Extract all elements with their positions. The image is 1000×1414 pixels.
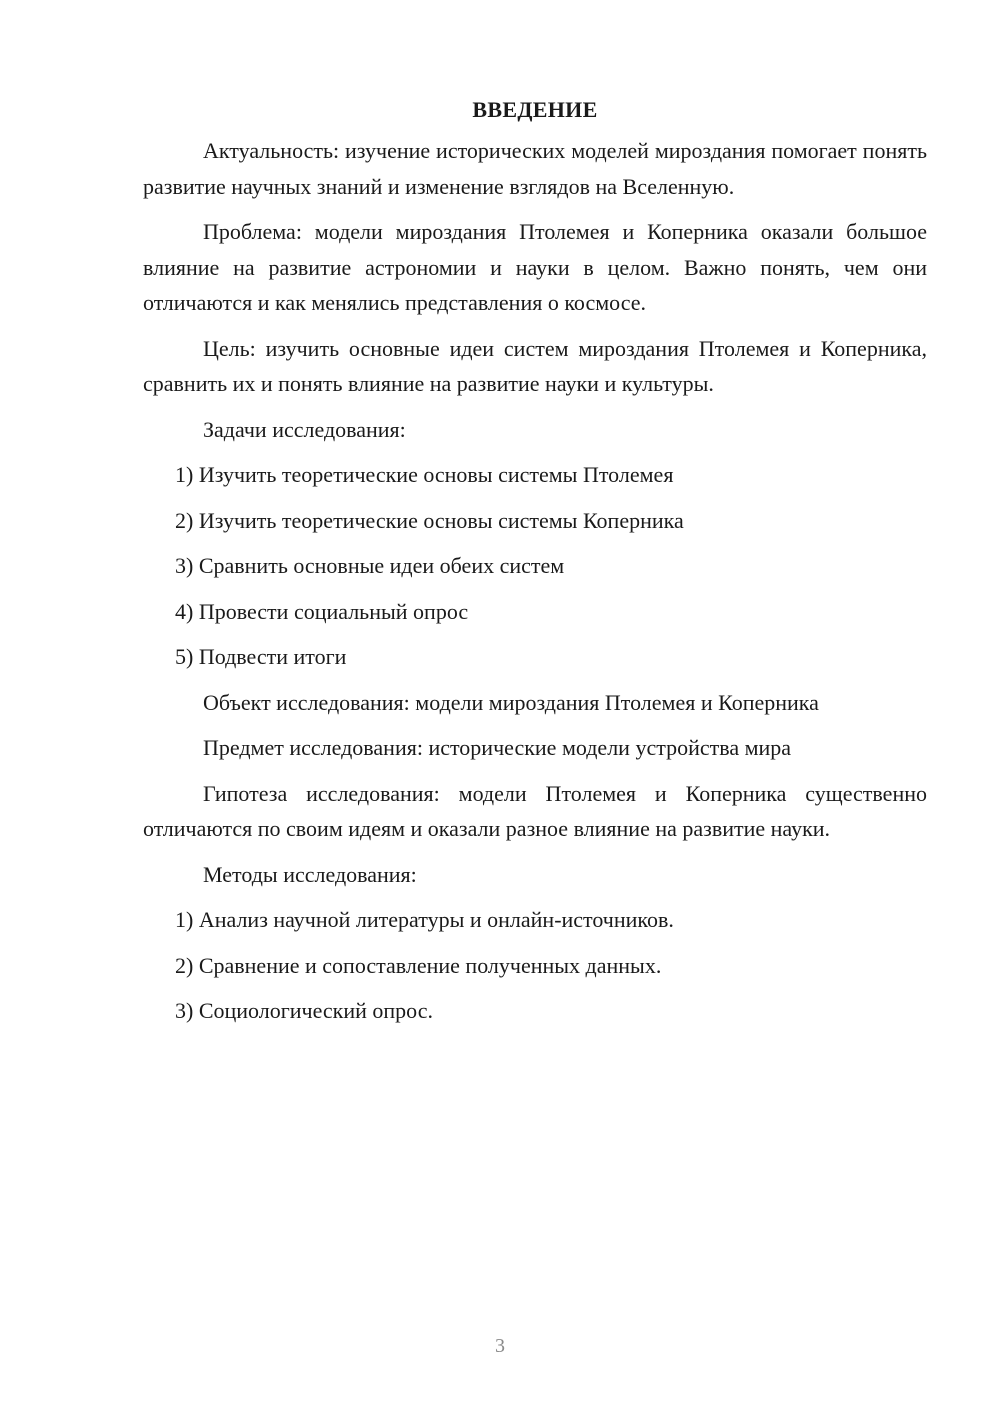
task-item: 5) Подвести итоги <box>175 644 347 669</box>
relevance-paragraph: Актуальность: изучение исторических моделей мироздания помогает понять развитие научных знаний и изменение взглядов на Вселенную. <box>143 138 927 199</box>
tasks-heading: Задачи исследования: <box>203 416 406 442</box>
method-item: 1) Анализ научной литературы и онлайн-источников. <box>175 907 674 932</box>
task-item: 2) Изучить теоретические основы системы Коперника <box>175 507 684 533</box>
method-item: 2) Сравнение и сопоставление полученных данных. <box>175 952 662 978</box>
section-title: ВВЕДЕНИЕ <box>472 97 598 122</box>
methods-heading: Методы исследования: <box>203 861 417 887</box>
object-line: Объект исследования: модели мироздания Птолемея и Коперника <box>203 689 819 715</box>
goal-paragraph: Цель: изучить основные идеи систем мироздания Птолемея и Коперника, сравнить их и понять влияние на развитие науки и культуры. <box>143 335 927 396</box>
task-item: 4) Провести социальный опрос <box>175 598 469 624</box>
method-item: 3) Социологический опрос. <box>175 998 433 1023</box>
page-number: 3 <box>495 1335 505 1357</box>
hypothesis-paragraph: Гипотеза исследования: модели Птолемея и Коперника существенно отличаются по своим идеям и оказали разное влияние на развитие науки. <box>143 780 927 841</box>
problem-paragraph: Проблема: модели мироздания Птолемея и Коперника оказали большое влияние на развитие астрономии и науки в целом. Важно понять, чем они отличаются и как менялись представления о космосе. <box>143 219 927 315</box>
document-page <box>143 92 927 1039</box>
subject-line: Предмет исследования: исторические модели устройства мира <box>203 735 792 760</box>
task-item: 1) Изучить теоретические основы системы Птолемея <box>175 462 674 487</box>
task-item: 3) Сравнить основные идеи обеих систем <box>175 553 565 578</box>
